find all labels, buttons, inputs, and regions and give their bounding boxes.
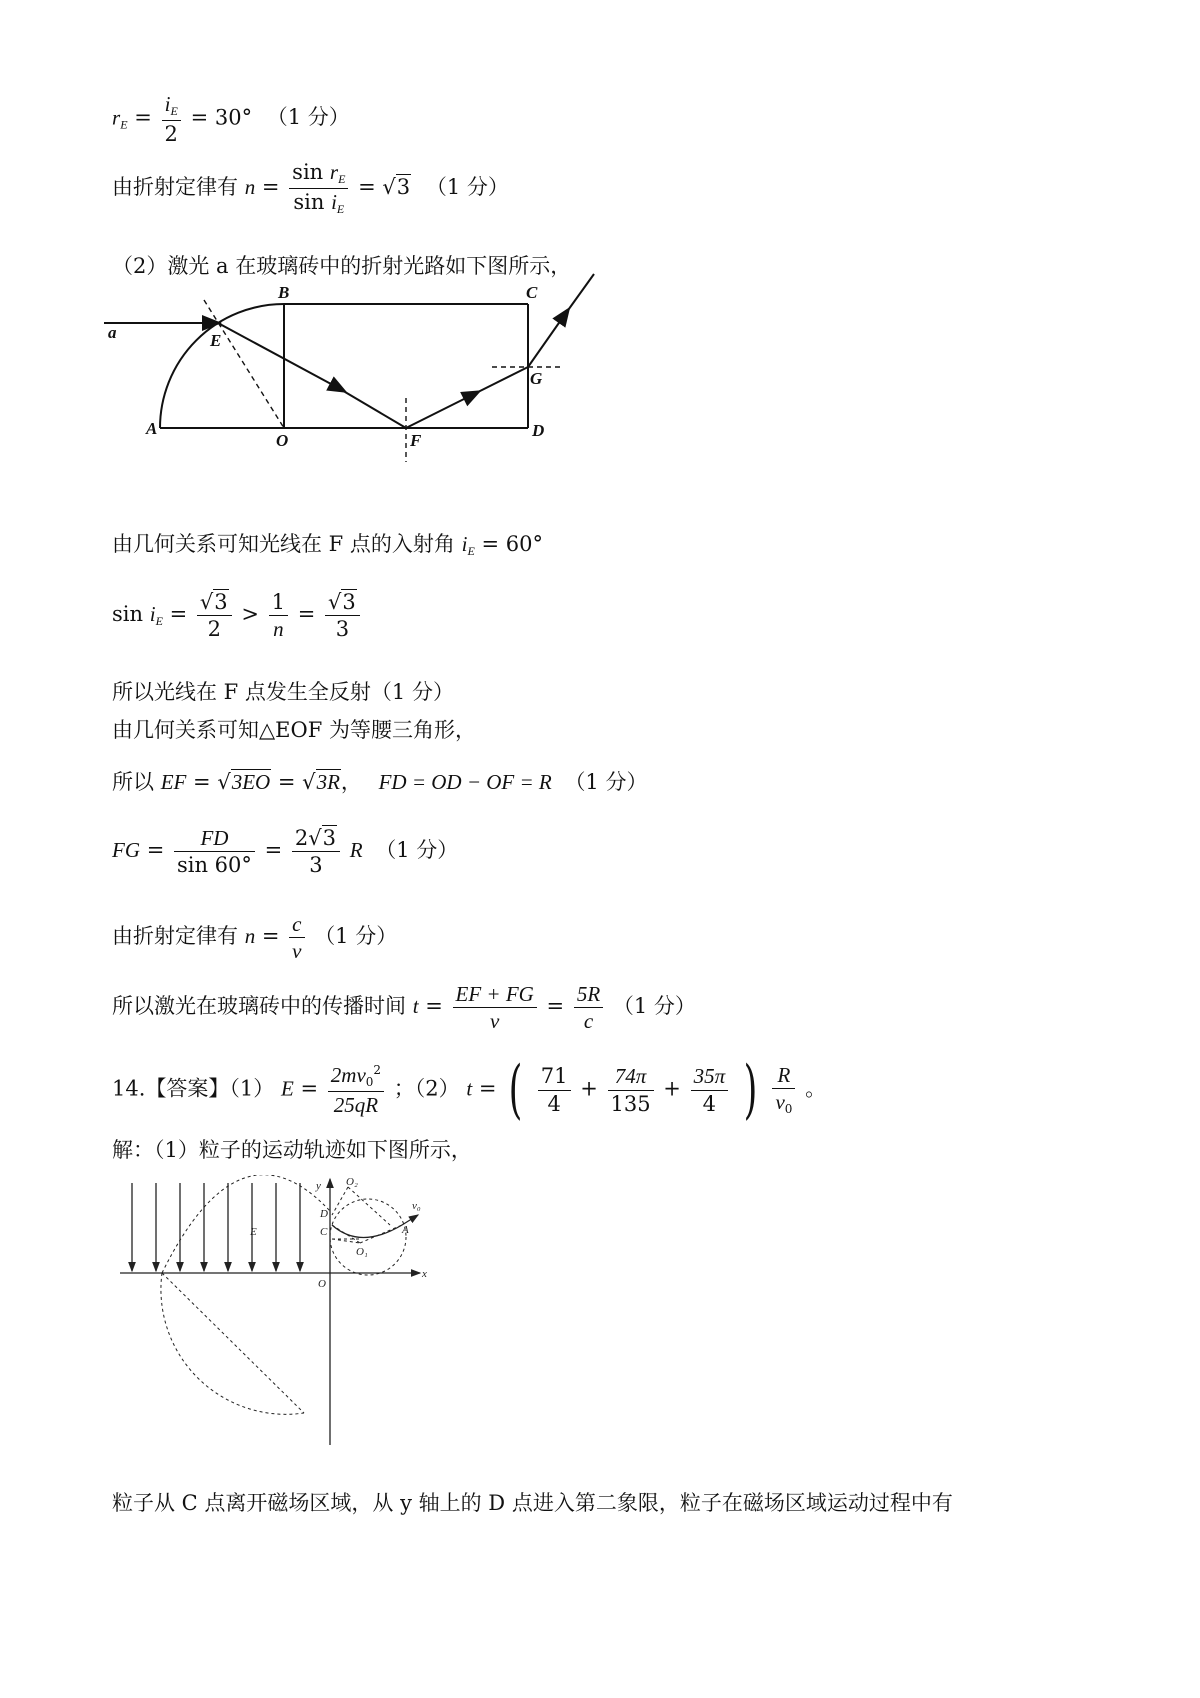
sub-0: 0 [784,1102,793,1117]
eq-sign: = [425,994,443,1019]
sym-t: t [466,1076,473,1101]
sqrt-3: 3 [342,590,356,614]
sym-R: R [349,838,363,863]
label-C: C [526,283,538,302]
sqrt3-EO: 3EO [231,770,271,794]
num-5R: 5R [574,982,603,1008]
eq-sign: = [300,1076,319,1101]
num-35pi: 35π [691,1064,729,1090]
points-label: （1 分） [314,924,398,949]
num-EF-FG: EF + FG [453,982,537,1008]
frac-sqrt3-2: $\frac{√3}{2}$ [197,590,232,641]
frac-EFFG-v [453,982,537,1033]
num-FD: FD [174,826,255,852]
frac-5R-c [574,982,603,1033]
sym-t: t [412,994,419,1019]
sym-n: n [244,174,256,199]
sym-i: i [149,602,156,627]
points-label: （1 分） [266,105,350,130]
eq-FD: FD = OD − OF = R [378,770,552,794]
sqrt-3: 3 [322,826,337,850]
eq-sign: = [261,174,280,199]
frac-iE-2 [162,92,181,146]
num-c: c [289,912,304,938]
den-135: 135 [610,1091,651,1116]
num-R: R [772,1063,795,1089]
eq-sign: = [193,770,211,794]
label-B: B [278,283,290,302]
incidence-F [112,528,543,559]
num-i: i [164,92,171,116]
isosceles-note: 由几何关系可知△EOF 为等腰三角形， [112,718,476,742]
frac-sin [289,160,348,217]
den-3: 3 [309,853,323,878]
points-label: （1 分） [564,770,648,794]
num-sub-E: E [170,104,178,118]
eq-60: = 60° [481,532,543,556]
num-74pi: 74π [608,1064,654,1090]
q14-answer [112,1053,827,1127]
den-3: 3 [335,617,350,642]
label-A: A [402,1224,409,1236]
label-G: G [530,369,543,388]
sub-E: E [336,201,345,216]
label-a: a [108,323,117,342]
eq-sign: = [546,994,565,1019]
sub-E: E [155,614,163,629]
num-71: 71 [538,1064,571,1090]
sin-text: sin [112,602,144,627]
den-2: 2 [207,617,221,642]
den-v: v [292,939,302,964]
eq-sign: = [277,770,296,794]
period: 。 [805,1076,827,1101]
text-refraction-law: 由折射定律有 [112,174,238,199]
label-O1: O₁ [356,1246,368,1258]
solution-intro: 解：（1）粒子的运动轨迹如下图所示， [112,1138,472,1162]
figure-glass-brick [100,270,620,480]
label-O: O [276,431,289,450]
sqrt-3: 3 [214,590,228,614]
sub-0: 0 [365,1075,374,1090]
sub-E: E [467,544,475,558]
den-4: 4 [702,1091,717,1116]
frac-2sqrt3-3: $\frac{2√3}{3}$ [292,826,340,877]
label-A: A [146,419,158,438]
den-c: c [583,1009,594,1034]
sym-r: r [112,105,121,130]
plus-sign: + [663,1076,681,1101]
question-number: 14. [112,1076,146,1101]
frac-c-v [289,912,304,963]
label-C: C [320,1226,328,1238]
eq-n-refraction: 由折射定律有 n = $\frac{\sin r_E}{\sin i_E}$ = √3 （1 分） [112,160,509,216]
label-O2: O₂ [346,1176,358,1188]
label-E: E [210,331,222,350]
eq-sign: = [264,838,283,863]
eq-sign: = [358,174,376,199]
sym-n: n [244,924,256,949]
part2-intro: （2）激光 a 在玻璃砖中的折射光路如下图所示， [112,254,572,278]
label-D: D [320,1208,328,1220]
eq-sign: = [261,924,280,949]
den-4: 4 [547,1091,561,1116]
frac-35pi-4 [691,1064,729,1115]
num-1: 1 [269,590,288,616]
plus-sign: + [580,1076,598,1101]
points-label: （1 分） [612,994,696,1019]
sym-i: i [331,189,337,214]
points-label: （1 分） [375,838,459,863]
den-sin60: sin 60° [176,853,252,878]
eq-rE [112,92,350,146]
eq-time [112,982,696,1033]
text-incidence-F: 由几何关系可知光线在 F 点的入射角 [112,532,455,556]
eq-EF: 所以 EF = √3EO = √3R， FD = OD − OF = R （1 分） [112,770,648,794]
den-v: v [490,1009,500,1034]
den-2: 2 [164,121,178,146]
sqrt3-R: 3R [316,770,340,794]
sqrt-3: 3 [396,174,411,199]
den-n: n [273,617,284,642]
figure-particle-trajectory [120,1175,440,1460]
label-D: D [532,421,545,440]
den-25qR: 25qR [333,1092,379,1117]
sym-E: E [280,1076,294,1101]
sym-r: r [329,160,339,184]
eq-sign: = [478,1076,497,1101]
label-O: O [318,1278,326,1290]
sym-i: i [461,532,468,556]
sym-FG: FG [112,838,140,863]
last-line: 粒子从 C 点离开磁场区域，从 y 轴上的 D 点进入第二象限，粒子在磁场区域运动过程中有 [112,1491,953,1515]
eq-sign: = [169,602,188,627]
part2-label: ；（2） [393,1076,460,1101]
text-propagation-time: 所以激光在玻璃砖中的传播时间 [112,994,406,1019]
label-y: y [316,1180,321,1192]
sym-EF: EF [160,770,187,794]
num-2: 2 [294,826,309,850]
sub-E: E [338,172,346,186]
text-refraction-law: 由折射定律有 [112,924,238,949]
frac-E [328,1063,384,1117]
frac-1-n [269,590,288,641]
den-v: v [775,1090,785,1115]
eq-sign: = [297,602,316,627]
paren-right: ) [743,1053,758,1127]
total-reflection: 所以光线在 F 点发生全反射（1 分） [112,680,454,704]
num-2mv: 2mv [330,1063,366,1088]
part1-label: （1） [229,1076,275,1101]
frac-sqrt3-3: $\frac{√3}{3}$ [325,590,360,641]
frac-FD-sin60 [174,826,255,877]
sub-E: E [120,117,128,132]
text-so: 所以 [112,770,154,794]
eq-sign: = [134,105,152,130]
label-E-field: E [250,1226,257,1238]
answer-tag: 【答案】 [145,1076,230,1101]
eq-FG [112,826,458,877]
sin-text: sin [293,189,325,214]
points-label: （1 分） [425,174,509,199]
eq-30: = 30° [190,105,253,130]
sin-text: sin [292,160,324,184]
frac-R-v0 [772,1063,795,1117]
gt-sign: > [241,602,259,627]
eq-n-cv [112,912,397,963]
sup-2: 2 [373,1063,382,1078]
label-v0: v₀ [412,1200,421,1212]
frac-71-4 [538,1064,571,1115]
eq-sign: = [146,838,165,863]
frac-74pi-135 [608,1064,654,1115]
label-x: x [422,1268,427,1280]
eq-sin-compare [112,590,363,641]
label-F: F [410,431,422,450]
paren-left: ( [508,1053,523,1127]
